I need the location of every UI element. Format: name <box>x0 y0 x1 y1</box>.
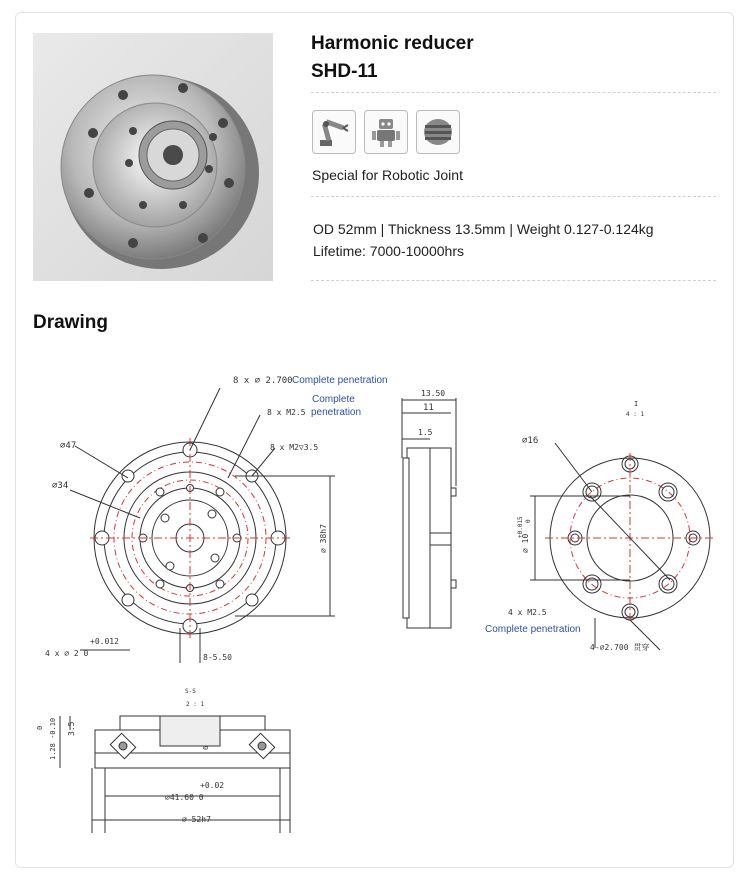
section-view <box>60 716 290 833</box>
spec-dimensions: OD 52mm | Thickness 13.5mm | Weight 0.127-0.124kg <box>313 221 654 237</box>
front-note-complete-penetration: Complete penetration <box>292 375 388 386</box>
front-note-penetration: penetration <box>311 407 362 418</box>
front-dim-tol: +0.012 <box>90 637 119 646</box>
section-dim-0: 0 <box>36 725 44 730</box>
front-dim-47: ⌀47 <box>60 441 77 451</box>
section-scale: 2 : 1 <box>186 701 205 708</box>
product-title-line1: Harmonic reducer <box>311 33 474 54</box>
specifications <box>313 218 654 262</box>
front-dim-pitch: 8-5.50 <box>203 653 232 662</box>
back-view <box>530 443 715 650</box>
back-dim-10: ⌀ 10 <box>521 533 530 553</box>
front-dim-34: ⌀34 <box>52 481 69 491</box>
product-model: SHD-11 <box>311 61 378 82</box>
back-dim-tol: +0.015 <box>517 516 524 538</box>
technical-drawing-svg <box>30 368 720 838</box>
back-note-complete-penetration: Complete penetration <box>485 624 581 635</box>
section-dim-tol: +0.02 <box>200 781 225 790</box>
front-dim-pin: 4 x ⌀ 2 0 <box>45 649 89 658</box>
back-label-i: I <box>634 400 639 408</box>
technical-drawing <box>30 368 720 838</box>
front-note-complete: Complete <box>312 394 355 405</box>
divider <box>311 92 716 93</box>
divider <box>311 196 716 197</box>
spec-lifetime: Lifetime: 7000-10000hrs <box>313 243 464 259</box>
back-dim-16: ⌀16 <box>522 436 539 446</box>
application-icons <box>312 110 460 154</box>
divider <box>311 280 716 281</box>
product-photo <box>33 33 273 281</box>
back-scale: 4 : 1 <box>626 411 645 418</box>
side-dim-13-50: 13.50 <box>421 389 446 398</box>
front-view <box>70 388 335 663</box>
section-dim-3-5: 3.5 <box>67 721 76 736</box>
back-dim-tol0: 0 <box>525 519 532 523</box>
section-dim-6: 6 <box>202 745 210 750</box>
drawing-heading: Drawing <box>33 312 108 333</box>
side-dim-1-5: 1.5 <box>418 428 433 437</box>
reducer-icon <box>416 110 460 154</box>
front-note-thread: 8 x M2.5 <box>267 408 306 417</box>
section-dim-1-28: 1.28 -0.10 <box>49 717 57 760</box>
front-note-holes: 8 x ⌀ 2.700 <box>233 376 293 386</box>
harmonic-reducer-image <box>33 33 273 281</box>
section-label: S-S <box>185 688 196 695</box>
section-dim-41-60: ⌀41.60 0 <box>165 793 204 802</box>
back-note-thread: 4 x M2.5 <box>508 608 547 617</box>
application-text: Special for Robotic Joint <box>312 167 463 183</box>
section-dim-52: ⌀ 52h7 <box>182 815 211 824</box>
product-title <box>311 30 474 86</box>
front-note-thread-depth: 8 x M2▽3.5 <box>270 443 319 452</box>
robot-icon <box>364 110 408 154</box>
robot-arm-icon <box>312 110 356 154</box>
side-dim-11: 11 <box>423 403 434 413</box>
front-dim-38: ⌀ 38h7 <box>319 524 328 553</box>
back-note-holes: 4-⌀2.700 贯穿 <box>590 643 650 652</box>
